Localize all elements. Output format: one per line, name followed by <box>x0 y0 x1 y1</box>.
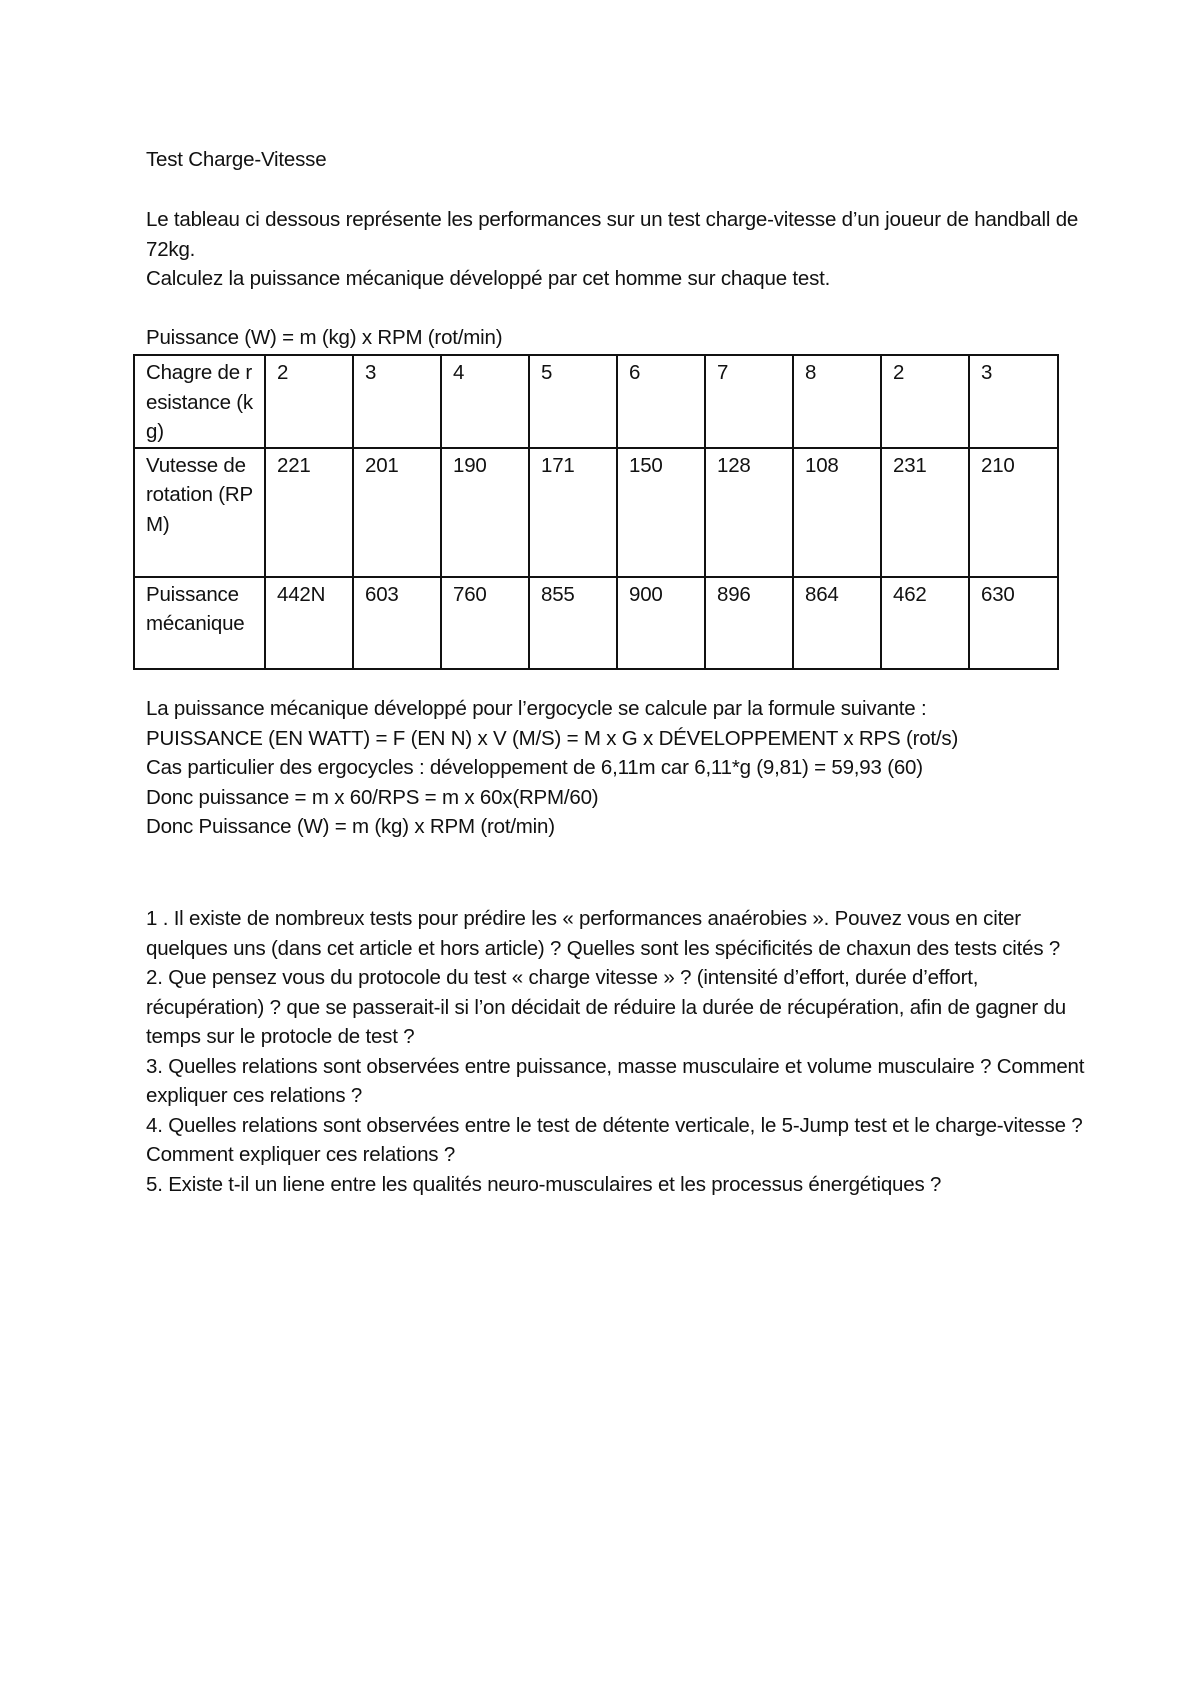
table-cell: 603 <box>353 577 441 669</box>
row-header-speed: Vutesse de rotation (RPM) <box>134 448 265 577</box>
table-cell: 231 <box>881 448 969 577</box>
table-cell: 171 <box>529 448 617 577</box>
intro-line: Le tableau ci dessous représente les performances sur un test charge-vitesse d’un joueur de handball de 72kg. <box>146 208 1079 261</box>
table-row-power <box>134 577 1058 669</box>
intro-paragraph <box>146 205 1086 294</box>
table-cell: 128 <box>705 448 793 577</box>
question-item: 5. Existe t-il un liene entre les qualités neuro-musculaires et les processus énergétiques ? <box>146 1172 942 1196</box>
formula-label: Puissance (W) = m (kg) x RPM (rot/min) <box>146 326 503 349</box>
explanation-line: Donc Puissance (W) = m (kg) x RPM (rot/min) <box>146 815 555 838</box>
document-title: Test Charge-Vitesse <box>146 148 327 171</box>
table-cell: 900 <box>617 577 705 669</box>
question-item: 3. Quelles relations sont observées entre puissance, masse musculaire et volume musculaire ? Comment expliquer ces relations ? <box>146 1054 1085 1107</box>
table-cell: 2 <box>881 355 969 448</box>
explanation-line: Donc puissance = m x 60/RPS = m x 60x(RPM/60) <box>146 785 599 809</box>
row-header-power: Puissance mécanique <box>134 577 265 669</box>
question-item: 2. Que pensez vous du protocole du test « charge vitesse » ? (intensité d’effort, durée d’effort, récupération) ? que se passerait-il si l’on décidait de réduire la durée de récupération, afin de gagner du temps sur le protocle de test ? <box>146 966 1066 1048</box>
table-cell: 855 <box>529 577 617 669</box>
table-cell: 462 <box>881 577 969 669</box>
question-item: 4. Quelles relations sont observées entre le test de détente verticale, le 5-Jump test et le charge-vitesse ? Comment expliquer ces relations ? <box>146 1113 1083 1166</box>
table-cell: 6 <box>617 355 705 448</box>
table-cell: 2 <box>265 355 353 448</box>
table-row-load <box>134 355 1058 448</box>
table-cell: 7 <box>705 355 793 448</box>
table-cell: 896 <box>705 577 793 669</box>
row-header-load: Chagre de resistance (kg) <box>134 355 265 448</box>
table-cell: 221 <box>265 448 353 577</box>
explanation-line: La puissance mécanique développé pour l’ergocycle se calcule par la formule suivante : <box>146 697 927 720</box>
intro-line: Calculez la puissance mécanique développé par cet homme sur chaque test. <box>146 267 831 290</box>
formula-explanation <box>146 694 1096 842</box>
table-row-speed <box>134 448 1058 577</box>
table-cell: 760 <box>441 577 529 669</box>
table-cell: 210 <box>969 448 1058 577</box>
question-item: 1 . Il existe de nombreux tests pour prédire les « performances anaérobies ». Pouvez vous en citer quelques uns (dans cet article et hors article) ? Quelles sont les spécificités de chaxun des tests cités ? <box>146 907 1061 960</box>
table-cell: 442N <box>265 577 353 669</box>
table-cell: 201 <box>353 448 441 577</box>
table-cell: 4 <box>441 355 529 448</box>
table-cell: 5 <box>529 355 617 448</box>
table-cell: 150 <box>617 448 705 577</box>
table-cell: 108 <box>793 448 881 577</box>
table-cell: 190 <box>441 448 529 577</box>
table-cell: 8 <box>793 355 881 448</box>
table-cell: 864 <box>793 577 881 669</box>
performance-table <box>133 354 1059 670</box>
explanation-line: Cas particulier des ergocycles : développement de 6,11m car 6,11*g (9,81) = 59,93 (60) <box>146 756 923 779</box>
questions-list <box>146 904 1086 1199</box>
table-cell: 3 <box>969 355 1058 448</box>
table-cell: 630 <box>969 577 1058 669</box>
explanation-line: PUISSANCE (EN WATT) = F (EN N) x V (M/S) = M x G x DÉVELOPPEMENT x RPS (rot/s) <box>146 726 959 750</box>
table-cell: 3 <box>353 355 441 448</box>
